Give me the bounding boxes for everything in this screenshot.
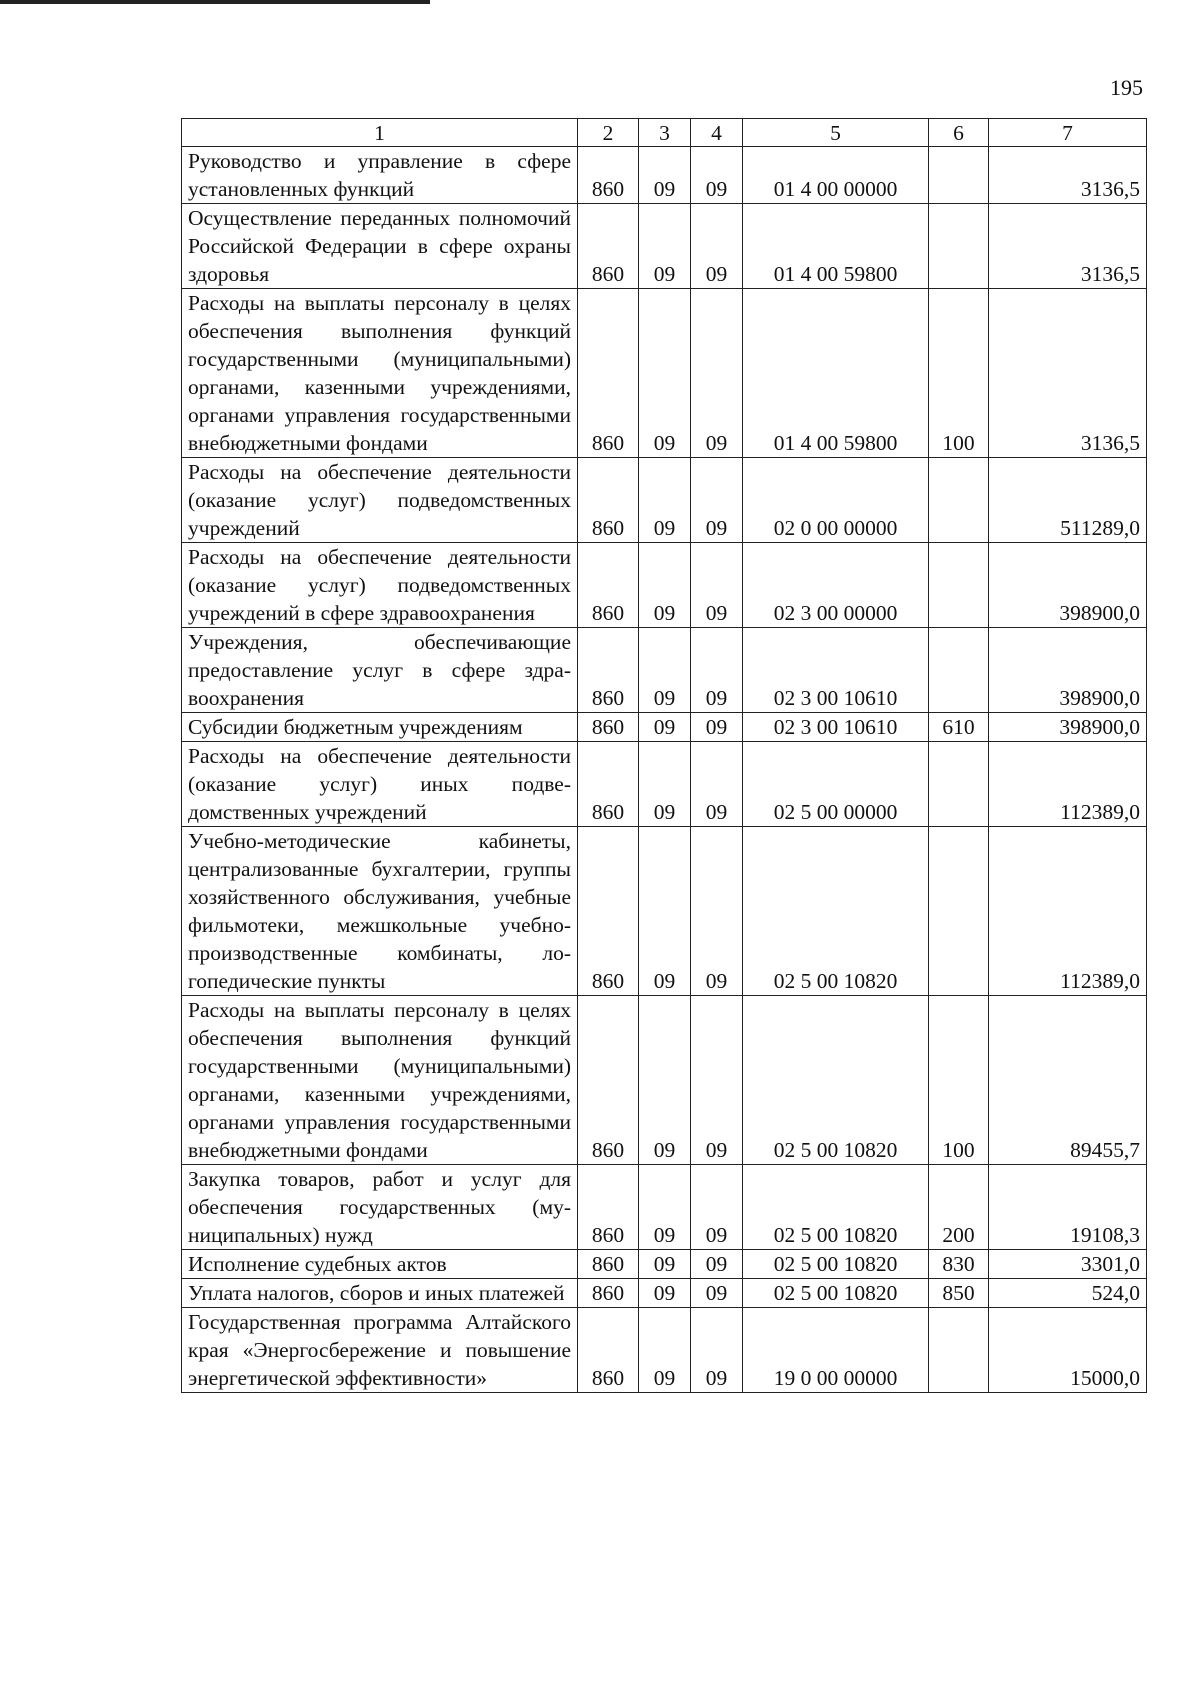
row-section: 09 (639, 1250, 691, 1279)
row-section: 09 (639, 827, 691, 996)
row-description: Учреждения, обеспечивающие предоставление услуг в сфере здравоохранения (182, 628, 578, 713)
row-amount: 511289,0 (989, 458, 1147, 543)
row-admin-code: 860 (578, 996, 639, 1165)
column-header: 1 (182, 119, 578, 147)
row-expense-type: 830 (929, 1250, 989, 1279)
row-amount: 398900,0 (989, 543, 1147, 628)
row-section: 09 (639, 996, 691, 1165)
row-amount: 3136,5 (989, 204, 1147, 289)
row-amount: 3136,5 (989, 147, 1147, 204)
table-row (182, 742, 1147, 827)
row-amount: 524,0 (989, 1279, 1147, 1308)
row-target-code: 01 4 00 59800 (743, 204, 929, 289)
table-row (182, 713, 1147, 742)
table-row (182, 289, 1147, 458)
row-expense-type: 200 (929, 1165, 989, 1250)
table-row (182, 458, 1147, 543)
row-subsection: 09 (691, 827, 743, 996)
row-section: 09 (639, 289, 691, 458)
row-subsection: 09 (691, 458, 743, 543)
row-section: 09 (639, 742, 691, 827)
row-admin-code: 860 (578, 1279, 639, 1308)
row-section: 09 (639, 1165, 691, 1250)
row-section: 09 (639, 147, 691, 204)
page-number: 195 (1110, 75, 1143, 100)
table-row (182, 827, 1147, 996)
row-target-code: 01 4 00 00000 (743, 147, 929, 204)
row-admin-code: 860 (578, 289, 639, 458)
row-target-code: 01 4 00 59800 (743, 289, 929, 458)
row-description: Исполнение судебных актов (182, 1250, 578, 1279)
row-admin-code: 860 (578, 713, 639, 742)
row-section: 09 (639, 204, 691, 289)
row-expense-type (929, 543, 989, 628)
row-subsection: 09 (691, 1279, 743, 1308)
table-row (182, 204, 1147, 289)
row-subsection: 09 (691, 1250, 743, 1279)
row-subsection: 09 (691, 1165, 743, 1250)
row-description: Закупка товаров, работ и услуг для обеспечения государственных (муниципальных) нужд (182, 1165, 578, 1250)
row-expense-type (929, 827, 989, 996)
table-row (182, 1279, 1147, 1308)
row-subsection: 09 (691, 1308, 743, 1393)
row-expense-type (929, 458, 989, 543)
row-description: Расходы на обеспечение деятельности (оказание услуг) подведомственных учреждений в сфере здравоохранения (182, 543, 578, 628)
row-admin-code: 860 (578, 458, 639, 543)
row-subsection: 09 (691, 289, 743, 458)
table-row (182, 147, 1147, 204)
table-row (182, 1308, 1147, 1393)
row-section: 09 (639, 458, 691, 543)
row-expense-type: 100 (929, 289, 989, 458)
top-scan-rule (0, 0, 430, 4)
row-expense-type: 850 (929, 1279, 989, 1308)
row-admin-code: 860 (578, 1165, 639, 1250)
column-header: 7 (989, 119, 1147, 147)
budget-table (181, 118, 1147, 1393)
row-subsection: 09 (691, 713, 743, 742)
row-subsection: 09 (691, 742, 743, 827)
table-header-row (182, 119, 1147, 147)
row-description: Уплата налогов, сборов и иных платежей (182, 1279, 578, 1308)
row-target-code: 02 5 00 10820 (743, 996, 929, 1165)
row-description: Расходы на выплаты персоналу в целях обеспечения выполнения функций государственными (муниципальными) органами, казенными учреждениями, органами управления государственными внебюджетными фондами (182, 996, 578, 1165)
row-section: 09 (639, 628, 691, 713)
table-row (182, 1165, 1147, 1250)
column-header: 2 (578, 119, 639, 147)
row-subsection: 09 (691, 147, 743, 204)
column-header: 3 (639, 119, 691, 147)
row-amount: 89455,7 (989, 996, 1147, 1165)
table-row (182, 996, 1147, 1165)
row-admin-code: 860 (578, 147, 639, 204)
row-expense-type (929, 147, 989, 204)
row-target-code: 02 5 00 10820 (743, 1165, 929, 1250)
table-row (182, 1250, 1147, 1279)
row-expense-type (929, 742, 989, 827)
row-target-code: 02 3 00 10610 (743, 628, 929, 713)
row-admin-code: 860 (578, 827, 639, 996)
row-section: 09 (639, 1308, 691, 1393)
row-amount: 112389,0 (989, 742, 1147, 827)
row-description: Государственная программа Алтайского края «Энергосбережение и повышение энергетической эффективности» (182, 1308, 578, 1393)
row-description: Учебно-методические кабинеты, централизованные бухгалтерии, группы хозяйственного обслуживания, учебные фильмотеки, межшкольные учебно-производственные комбинаты, логопедические пункты (182, 827, 578, 996)
row-expense-type (929, 1308, 989, 1393)
table-row (182, 628, 1147, 713)
row-admin-code: 860 (578, 543, 639, 628)
row-subsection: 09 (691, 996, 743, 1165)
row-target-code: 02 0 00 00000 (743, 458, 929, 543)
row-subsection: 09 (691, 543, 743, 628)
row-amount: 398900,0 (989, 713, 1147, 742)
row-admin-code: 860 (578, 1308, 639, 1393)
row-expense-type: 100 (929, 996, 989, 1165)
row-section: 09 (639, 1279, 691, 1308)
row-target-code: 02 5 00 00000 (743, 742, 929, 827)
row-admin-code: 860 (578, 628, 639, 713)
row-subsection: 09 (691, 628, 743, 713)
row-amount: 3136,5 (989, 289, 1147, 458)
row-admin-code: 860 (578, 204, 639, 289)
row-target-code: 02 5 00 10820 (743, 1279, 929, 1308)
row-amount: 3301,0 (989, 1250, 1147, 1279)
row-expense-type (929, 628, 989, 713)
column-header: 5 (743, 119, 929, 147)
row-amount: 112389,0 (989, 827, 1147, 996)
row-admin-code: 860 (578, 742, 639, 827)
row-amount: 19108,3 (989, 1165, 1147, 1250)
row-section: 09 (639, 713, 691, 742)
column-header: 4 (691, 119, 743, 147)
row-subsection: 09 (691, 204, 743, 289)
row-target-code: 19 0 00 00000 (743, 1308, 929, 1393)
column-header: 6 (929, 119, 989, 147)
row-target-code: 02 3 00 00000 (743, 543, 929, 628)
row-target-code: 02 5 00 10820 (743, 827, 929, 996)
row-target-code: 02 3 00 10610 (743, 713, 929, 742)
row-description: Осуществление переданных полномочий Российской Федерации в сфере охраны здоровья (182, 204, 578, 289)
row-description: Субсидии бюджетным учреждениям (182, 713, 578, 742)
row-description: Руководство и управление в сфере установленных функций (182, 147, 578, 204)
row-amount: 15000,0 (989, 1308, 1147, 1393)
row-admin-code: 860 (578, 1250, 639, 1279)
row-target-code: 02 5 00 10820 (743, 1250, 929, 1279)
row-expense-type (929, 204, 989, 289)
row-section: 09 (639, 543, 691, 628)
row-expense-type: 610 (929, 713, 989, 742)
row-description: Расходы на обеспечение деятельности (оказание услуг) подведомственных учреждений (182, 458, 578, 543)
row-amount: 398900,0 (989, 628, 1147, 713)
table-body (182, 147, 1147, 1393)
row-description: Расходы на обеспечение деятельности (оказание услуг) иных подведомственных учреждений (182, 742, 578, 827)
row-description: Расходы на выплаты персоналу в целях обеспечения выполнения функций государственными (муниципальными) органами, казенными учреждениями, органами управления государственными внебюджетными фондами (182, 289, 578, 458)
table-row (182, 543, 1147, 628)
